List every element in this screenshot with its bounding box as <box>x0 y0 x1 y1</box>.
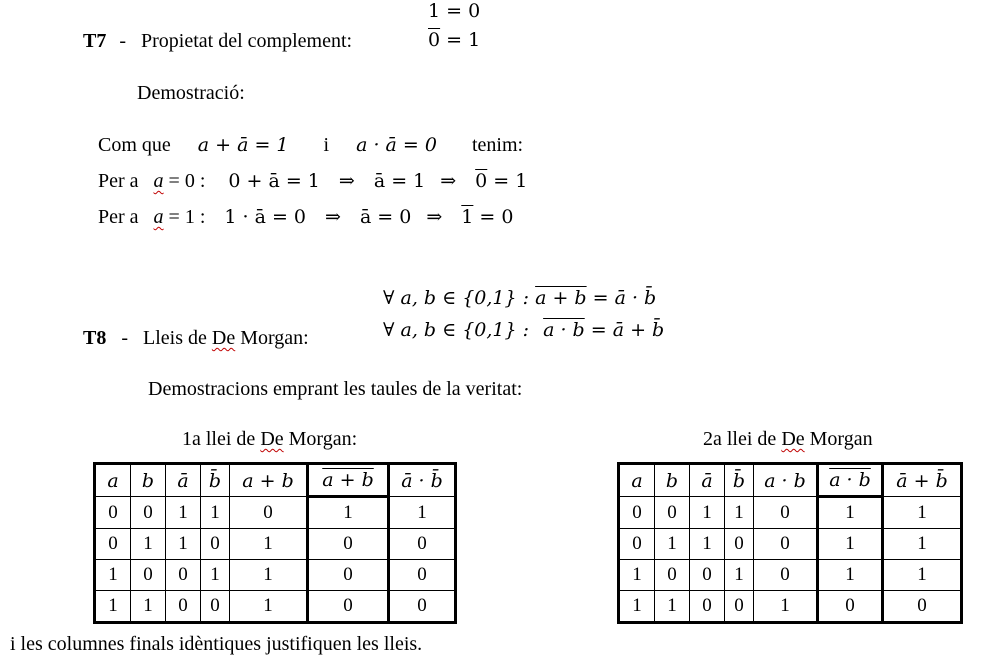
header-b: b <box>131 464 166 497</box>
header-not-a-and-not-b: ā · b̄ <box>389 464 456 497</box>
header-not-a-and-b: a · b <box>818 464 883 497</box>
conclusion: i les columnes finals idèntiques justifiquen les lleis. <box>10 633 423 655</box>
t7-dash: - <box>119 30 127 52</box>
header-not-b: b̄ <box>725 464 754 497</box>
header-a-and-b: a · b <box>754 464 818 497</box>
t7-formula-1: 1 = 0 <box>428 0 481 22</box>
t8-heading <box>83 327 309 350</box>
t8-dash: - <box>121 327 129 349</box>
t7-line-1: Com que a + ā = 1 i a · ā = 0 tenim: <box>98 134 524 156</box>
table-row: 1 0 0 1 1 0 0 <box>95 560 456 591</box>
t7-formula-2: 0 = 1 <box>428 29 481 51</box>
t7-line-2: Per a a = 0 : 0 + ā = 1 ⇒ ā = 1 ⇒ 0 = 1 <box>98 170 528 192</box>
table-header-row <box>619 464 962 497</box>
table-row: 1 0 0 1 0 1 1 <box>619 560 962 591</box>
table-1-caption: 1a llei de De Morgan: <box>182 428 358 450</box>
t8-label: T8 <box>83 327 107 349</box>
table-row: 1 1 0 0 1 0 0 <box>95 591 456 623</box>
header-not-b: b̄ <box>201 464 230 497</box>
t7-proof-heading: Demostració: <box>137 82 245 104</box>
t8-law-1: ∀ a, b ∈ {0,1} : a + b = ā · b̄ <box>383 287 657 309</box>
t8-law-2: ∀ a, b ∈ {0,1} : a · b = ā + b̄ <box>383 319 665 341</box>
table-2-caption: 2a llei de De Morgan <box>703 428 873 450</box>
table-row: 0 0 1 1 0 1 1 <box>619 497 962 529</box>
t7-label: T7 <box>83 30 107 52</box>
header-b: b <box>655 464 690 497</box>
t7-heading <box>83 30 352 53</box>
header-not-a-or-b: a + b <box>308 464 389 497</box>
table-row: 0 1 1 0 1 0 0 <box>95 529 456 560</box>
t7-line-3: Per a a = 1 : 1 · ā = 0 ⇒ ā = 0 ⇒ 1 = 0 <box>98 206 514 228</box>
t7-title: Propietat del complement: <box>141 30 353 52</box>
header-a: a <box>619 464 655 497</box>
truth-table-2 <box>617 462 963 624</box>
table-row: 0 0 1 1 0 1 1 <box>95 497 456 529</box>
truth-table-1 <box>93 462 457 624</box>
t8-title: Lleis de De Morgan: <box>143 327 309 349</box>
table-header-row <box>95 464 456 497</box>
header-a-or-b: a + b <box>230 464 308 497</box>
t8-proof-heading: Demostracions emprant les taules de la veritat: <box>148 378 523 400</box>
header-not-a-or-not-b: ā + b̄ <box>883 464 962 497</box>
table-row: 0 1 1 0 0 1 1 <box>619 529 962 560</box>
table-row: 1 1 0 0 1 0 0 <box>619 591 962 623</box>
header-a: a <box>95 464 131 497</box>
header-not-a: ā <box>166 464 201 497</box>
header-not-a: ā <box>690 464 725 497</box>
